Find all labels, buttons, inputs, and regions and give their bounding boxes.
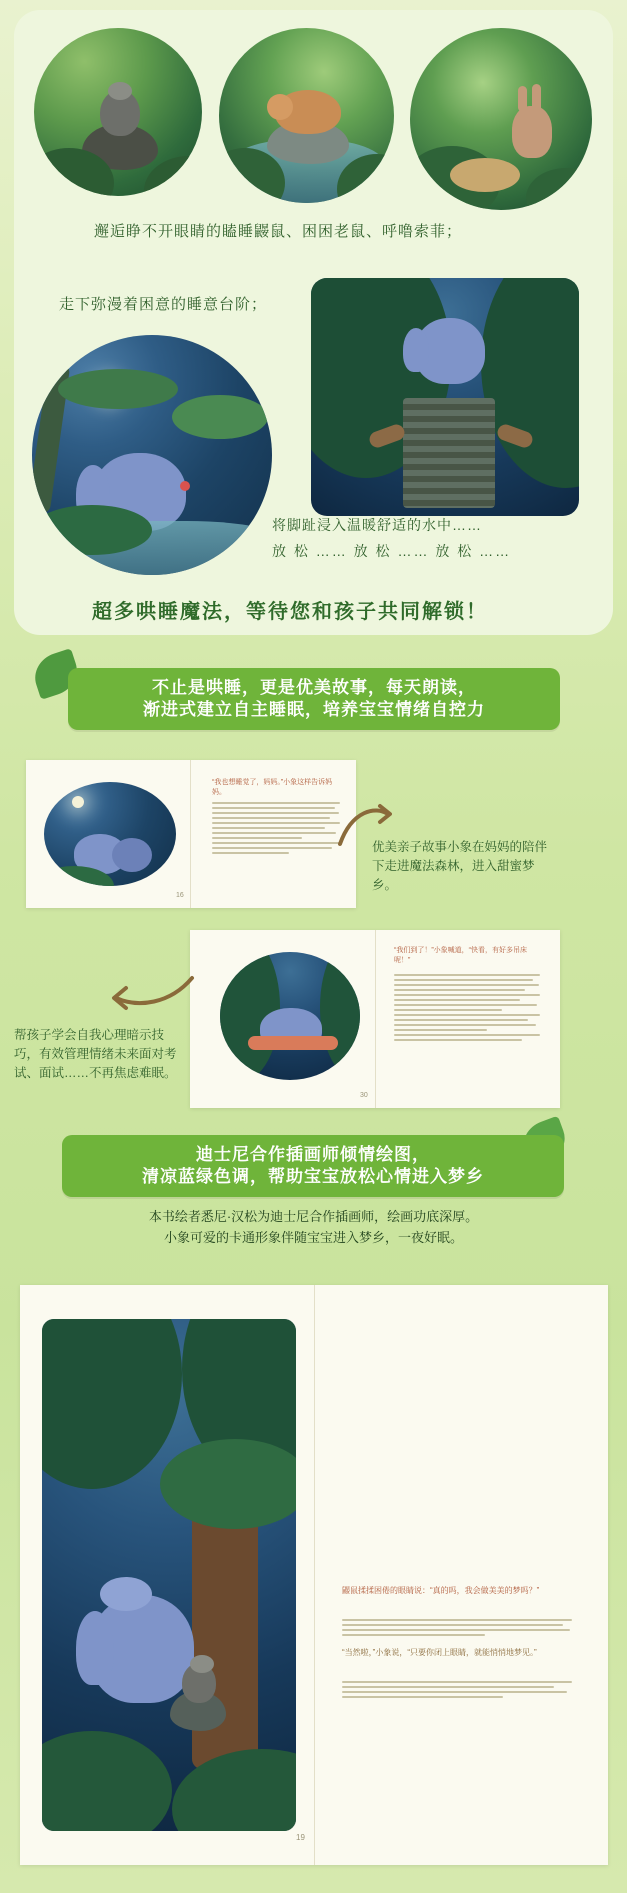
- spread3-text-lines-b: [342, 1681, 572, 1701]
- top-line-2: 走下弥漫着困意的睡意台阶；: [59, 296, 268, 313]
- spread2-text-lines: [394, 974, 540, 1044]
- banner-illustrator: [62, 1135, 564, 1197]
- banner2-line2: 清凉蓝绿色调，帮助宝宝放松心情进入梦乡: [142, 1167, 484, 1186]
- illustration-sleepy-stairs: [311, 278, 579, 516]
- spread1-page-number: 16: [176, 892, 184, 899]
- banner1-line2: 渐进式建立自主睡眠，培养宝宝情绪自控力: [143, 700, 485, 719]
- caption-spread-1: 优美亲子故事小象在妈妈的陪伴下走进魔法森林，进入甜蜜梦乡。: [372, 840, 548, 892]
- medallion-bunny-image: [410, 28, 592, 210]
- top-card: [14, 10, 613, 635]
- banner-story-benefits: [68, 668, 560, 730]
- illustrator-desc-line1: 本书绘者悉尼·汉松为迪士尼合作插画师，绘画功底深厚。: [148, 1209, 479, 1224]
- spread2-page-title: “我们到了！”小象喊道，“快看，有好多吊床呢！”: [394, 947, 527, 964]
- top-line-1: 邂逅睁不开眼睛的瞌睡鼹鼠、困困老鼠、呼噜索菲；: [94, 223, 463, 240]
- book-spread-1: [26, 760, 356, 908]
- arrow-to-caption-2-icon: [110, 968, 196, 1016]
- illustration-elephant-stream: [32, 335, 272, 575]
- top-line-4: 放 松 …… 放 松 …… 放 松 ……: [272, 543, 512, 559]
- illustrator-description: [0, 1206, 627, 1248]
- medallion-mouse-image: [219, 28, 394, 203]
- spread2-page-number: 30: [360, 1092, 368, 1099]
- caption-spread-2: 帮孩子学会自我心理暗示技巧，有效管理情绪未来面对考试、面试……不再焦虑难眠。: [14, 1028, 177, 1080]
- spread3-text-lines-a: [342, 1619, 572, 1639]
- spread1-text-lines: [212, 802, 340, 857]
- book-spread-3: [20, 1285, 608, 1865]
- spread3-page-number: 19: [296, 1833, 305, 1842]
- medallion-mole-image: [34, 28, 202, 196]
- spread3-page-line2: “当然啦，”小象说，“只要你闭上眼睛，就能悄悄地梦见。”: [342, 1648, 537, 1657]
- book-spread-2: [190, 930, 560, 1108]
- banner1-line1: 不止是哄睡，更是优美故事，每天朗读，: [152, 678, 476, 697]
- illustrator-desc-line2: 小象可爱的卡通形象伴随宝宝进入梦乡，一夜好眠。: [163, 1230, 463, 1245]
- spread3-page-line1: 鼹鼠揉揉困倦的眼睛说：“真的吗，我会做美美的梦吗？”: [342, 1586, 540, 1595]
- spread1-page-title: “我也想睡觉了，妈妈。”小象这样告诉妈妈。: [212, 779, 333, 796]
- top-line-3: 将脚趾浸入温暖舒适的水中……: [272, 517, 482, 533]
- banner2-line1: 迪士尼合作插画师倾情绘图，: [196, 1145, 430, 1164]
- top-line-final: 超多哄睡魔法，等待您和孩子共同解锁！: [92, 601, 488, 623]
